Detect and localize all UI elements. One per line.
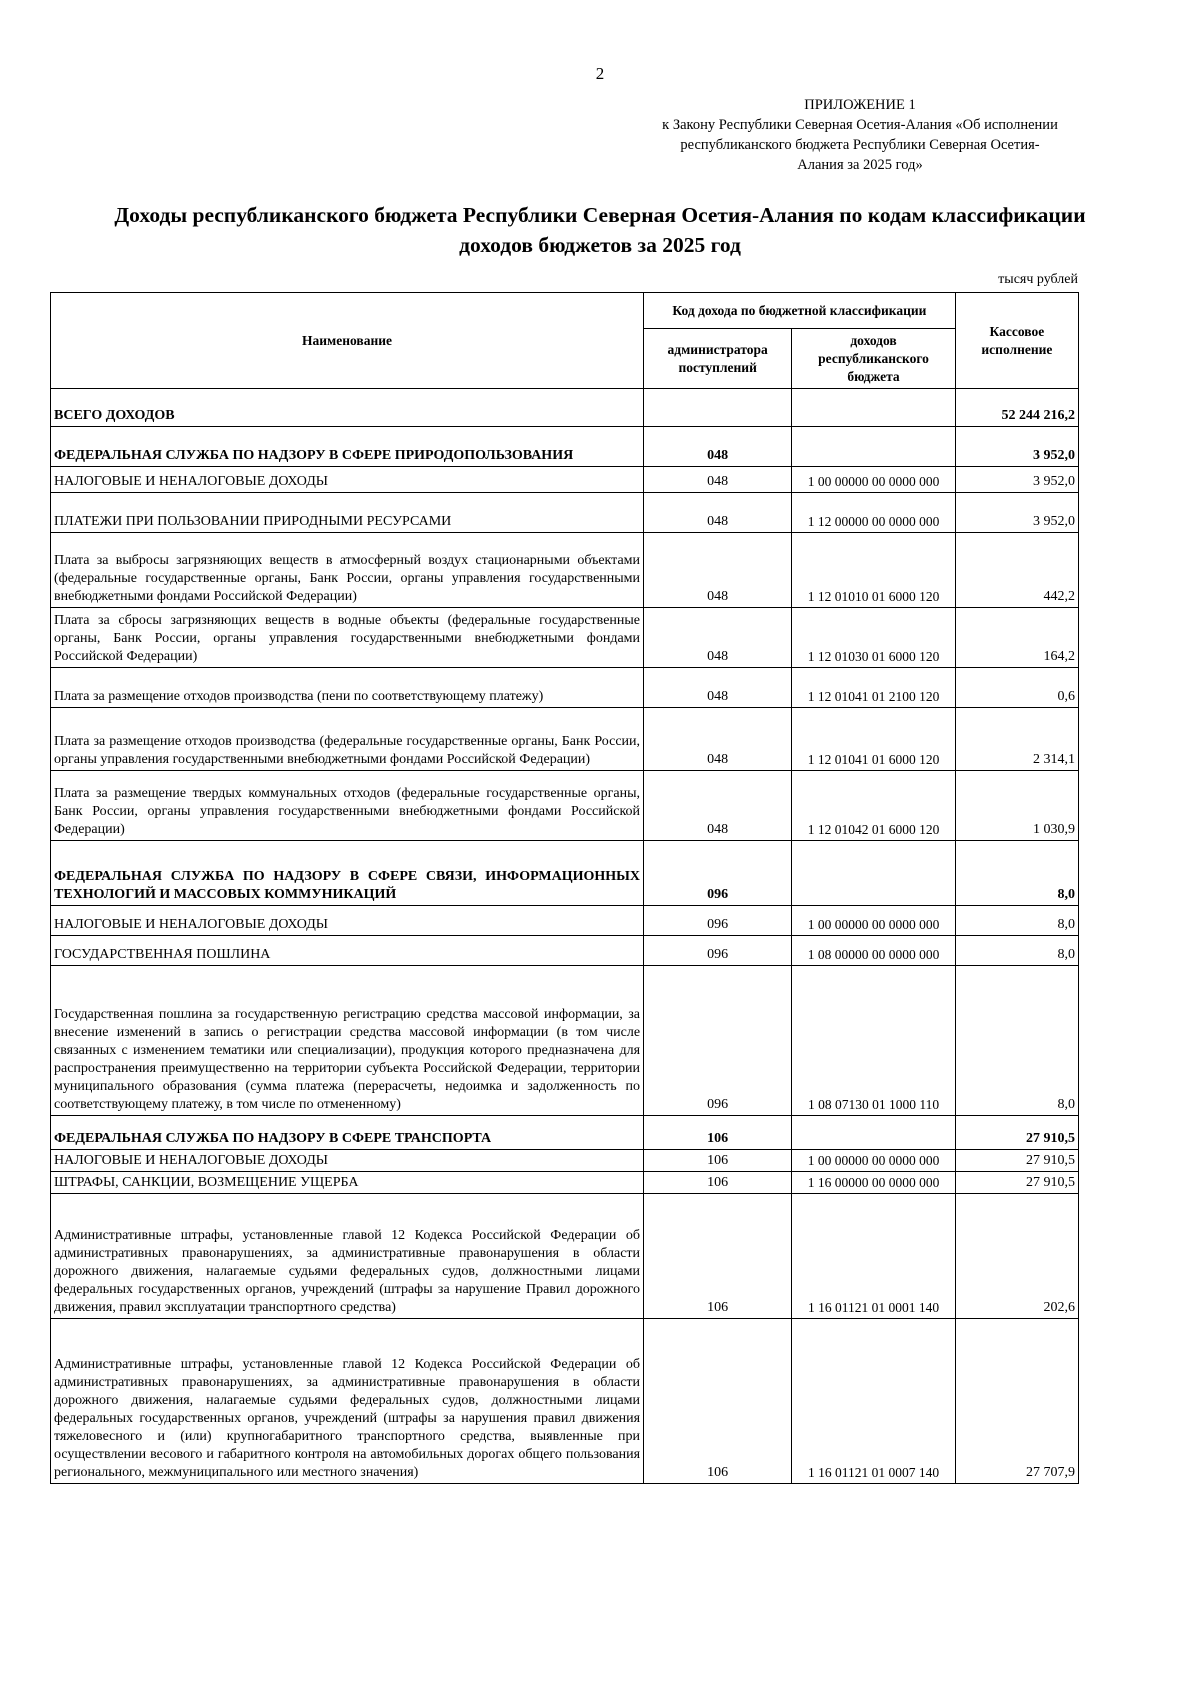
table-row	[51, 1116, 1079, 1150]
row-admin-code: 096	[644, 906, 792, 936]
row-admin-code: 048	[644, 427, 792, 467]
appendix-note	[640, 95, 1080, 175]
row-name: Плата за выбросы загрязняющих веществ в атмосферный воздух стационарными объектами (федеральные государственные органы, Банк России, органы управления государственными внебюджетными фондами Российской Федерации)	[51, 533, 644, 608]
row-name: ФЕДЕРАЛЬНАЯ СЛУЖБА ПО НАДЗОРУ В СФЕРЕ ПРИРОДОПОЛЬЗОВАНИЯ	[51, 427, 644, 467]
table-row	[51, 668, 1079, 708]
row-amount: 27 707,9	[955, 1319, 1078, 1484]
table-row	[51, 906, 1079, 936]
table-row	[51, 493, 1079, 533]
row-amount: 8,0	[955, 841, 1078, 906]
row-amount: 27 910,5	[955, 1116, 1078, 1150]
row-revenue-code	[792, 427, 956, 467]
row-revenue-code: 1 16 01121 01 0001 140	[792, 1194, 956, 1319]
row-revenue-code: 1 08 00000 00 0000 000	[792, 936, 956, 966]
table-row	[51, 936, 1079, 966]
row-amount: 0,6	[955, 668, 1078, 708]
row-name: Плата за размещение отходов производства (федеральные государственные органы, Банк России, органы управления государственными внебюджетными фондами Российской Федерации)	[51, 708, 644, 771]
page-number: 2	[595, 64, 605, 83]
row-amount: 8,0	[955, 936, 1078, 966]
revenue-table	[50, 292, 1079, 1484]
row-name: НАЛОГОВЫЕ И НЕНАЛОГОВЫЕ ДОХОДЫ	[51, 906, 644, 936]
row-amount: 3 952,0	[955, 493, 1078, 533]
row-name: ПЛАТЕЖИ ПРИ ПОЛЬЗОВАНИИ ПРИРОДНЫМИ РЕСУРСАМИ	[51, 493, 644, 533]
row-amount: 1 030,9	[955, 771, 1078, 841]
row-name: Плата за размещение отходов производства (пени по соответствующему платежу)	[51, 668, 644, 708]
table-row	[51, 966, 1079, 1116]
table-row	[51, 389, 1079, 427]
row-revenue-code: 1 12 01010 01 6000 120	[792, 533, 956, 608]
header-execution: Кассовое исполнение	[955, 293, 1078, 389]
table-row	[51, 467, 1079, 493]
row-revenue-code: 1 12 01030 01 6000 120	[792, 608, 956, 668]
row-name: Административные штрафы, установленные главой 12 Кодекса Российской Федерации об административных правонарушениях, за административные правонарушения в области дорожного движения, налагаемые судьями федеральных судов, должностными лицами федеральных государственных органов, учреждений (штрафы за нарушения правил движения тяжеловесного и (или) крупногабаритного транспортного средства, выявленные при осуществлении весового и габаритного контроля на автомобильных дорогах общего пользования регионального, межмуниципального или местного значения)	[51, 1319, 644, 1484]
row-admin-code	[644, 389, 792, 427]
row-name: НАЛОГОВЫЕ И НЕНАЛОГОВЫЕ ДОХОДЫ	[51, 467, 644, 493]
row-admin-code: 096	[644, 966, 792, 1116]
row-admin-code: 106	[644, 1150, 792, 1172]
table-row	[51, 533, 1079, 608]
row-revenue-code: 1 00 00000 00 0000 000	[792, 906, 956, 936]
row-name: ГОСУДАРСТВЕННАЯ ПОШЛИНА	[51, 936, 644, 966]
row-name: ВСЕГО ДОХОДОВ	[51, 389, 644, 427]
table-row	[51, 1194, 1079, 1319]
row-revenue-code: 1 08 07130 01 1000 110	[792, 966, 956, 1116]
row-revenue-code: 1 00 00000 00 0000 000	[792, 1150, 956, 1172]
table-row	[51, 708, 1079, 771]
header-admin: администратора поступлений	[644, 329, 792, 389]
header-revenue: доходов республиканского бюджета	[792, 329, 956, 389]
appendix-line-2: к Закону Республики Северная Осетия-Алания «Об исполнении	[662, 117, 1058, 133]
row-name: ФЕДЕРАЛЬНАЯ СЛУЖБА ПО НАДЗОРУ В СФЕРЕ ТРАНСПОРТА	[51, 1116, 644, 1150]
table-row	[51, 608, 1079, 668]
row-admin-code: 048	[644, 467, 792, 493]
row-amount: 164,2	[955, 608, 1078, 668]
header-name: Наименование	[51, 293, 644, 389]
row-admin-code: 048	[644, 493, 792, 533]
row-admin-code: 048	[644, 668, 792, 708]
row-amount: 2 314,1	[955, 708, 1078, 771]
title-line-1: Доходы республиканского бюджета Республики Северная Осетия-Алания по кодам классификации	[114, 203, 1086, 227]
row-revenue-code: 1 00 00000 00 0000 000	[792, 467, 956, 493]
table-row	[51, 427, 1079, 467]
row-amount: 8,0	[955, 906, 1078, 936]
table-row	[51, 1150, 1079, 1172]
row-admin-code: 106	[644, 1116, 792, 1150]
row-name: НАЛОГОВЫЕ И НЕНАЛОГОВЫЕ ДОХОДЫ	[51, 1150, 644, 1172]
row-name: ФЕДЕРАЛЬНАЯ СЛУЖБА ПО НАДЗОРУ В СФЕРЕ СВЯЗИ, ИНФОРМАЦИОННЫХ ТЕХНОЛОГИЙ И МАССОВЫХ КОММУНИКАЦИЙ	[51, 841, 644, 906]
row-name: Плата за сбросы загрязняющих веществ в водные объекты (федеральные государственные органы, Банк России, органы управления государственными внебюджетными фондами Российской Федерации)	[51, 608, 644, 668]
row-revenue-code: 1 12 00000 00 0000 000	[792, 493, 956, 533]
row-admin-code: 096	[644, 841, 792, 906]
row-amount: 52 244 216,2	[955, 389, 1078, 427]
row-admin-code: 048	[644, 771, 792, 841]
row-admin-code: 106	[644, 1319, 792, 1484]
row-admin-code: 106	[644, 1194, 792, 1319]
title-line-2: доходов бюджетов за 2025 год	[459, 233, 741, 257]
row-name: ШТРАФЫ, САНКЦИИ, ВОЗМЕЩЕНИЕ УЩЕРБА	[51, 1172, 644, 1194]
row-revenue-code	[792, 841, 956, 906]
table-row	[51, 1172, 1079, 1194]
row-amount: 442,2	[955, 533, 1078, 608]
row-amount: 3 952,0	[955, 467, 1078, 493]
row-admin-code: 048	[644, 608, 792, 668]
row-name: Административные штрафы, установленные главой 12 Кодекса Российской Федерации об административных правонарушениях, за административные правонарушения в области дорожного движения, налагаемые судьями федеральных судов, должностными лицами федеральных государственных органов, учреждений (штрафы за нарушение Правил дорожного движения, правил эксплуатации транспортного средства)	[51, 1194, 644, 1319]
row-amount: 27 910,5	[955, 1150, 1078, 1172]
row-admin-code: 048	[644, 708, 792, 771]
row-revenue-code: 1 16 00000 00 0000 000	[792, 1172, 956, 1194]
units-label: тысяч рублей	[998, 272, 1078, 287]
table-row	[51, 841, 1079, 906]
row-name: Государственная пошлина за государственную регистрацию средства массовой информации, за внесение изменений в запись о регистрации средства массовой информации (в том числе связанных с изменением тематики или специализации), продукция которого предназначена для распространения преимущественно на территории субъекта Российской Федерации, территории муниципального образования (сумма платежа (перерасчеты, недоимка и задолженность по соответствующему платежу, в том числе по отмененному)	[51, 966, 644, 1116]
appendix-line-4: Алания за 2025 год»	[797, 157, 923, 173]
table-body	[51, 389, 1079, 1484]
row-revenue-code	[792, 389, 956, 427]
appendix-line-3: республиканского бюджета Республики Северная Осетия-	[680, 137, 1040, 153]
row-amount: 3 952,0	[955, 427, 1078, 467]
table-row	[51, 771, 1079, 841]
row-revenue-code: 1 12 01041 01 6000 120	[792, 708, 956, 771]
row-admin-code: 106	[644, 1172, 792, 1194]
row-revenue-code: 1 12 01041 01 2100 120	[792, 668, 956, 708]
row-name: Плата за размещение твердых коммунальных отходов (федеральные государственные органы, Банк России, органы управления государственными внебюджетными фондами Российской Федерации)	[51, 771, 644, 841]
row-revenue-code	[792, 1116, 956, 1150]
appendix-line-1: ПРИЛОЖЕНИЕ 1	[804, 97, 916, 113]
header-code-group: Код дохода по бюджетной классификации	[644, 293, 956, 329]
row-amount: 27 910,5	[955, 1172, 1078, 1194]
row-admin-code: 096	[644, 936, 792, 966]
row-revenue-code: 1 12 01042 01 6000 120	[792, 771, 956, 841]
row-amount: 8,0	[955, 966, 1078, 1116]
row-revenue-code: 1 16 01121 01 0007 140	[792, 1319, 956, 1484]
row-admin-code: 048	[644, 533, 792, 608]
row-amount: 202,6	[955, 1194, 1078, 1319]
table-row	[51, 1319, 1079, 1484]
document-title	[40, 200, 1160, 260]
